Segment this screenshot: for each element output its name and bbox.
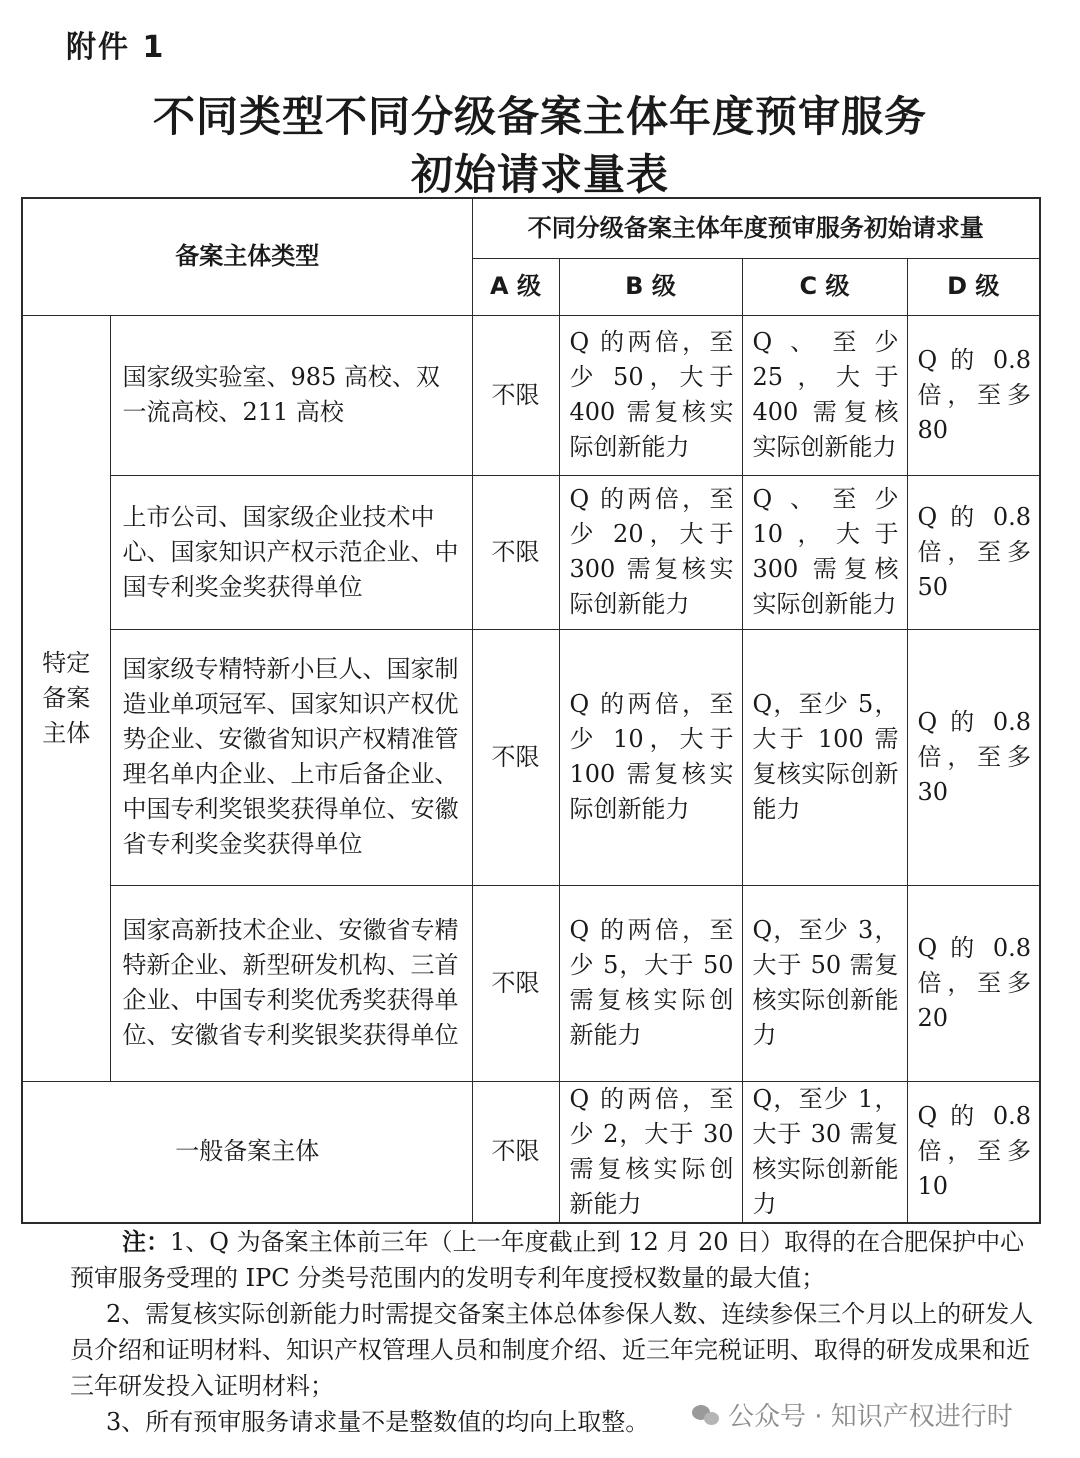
entity-type-cell: 国家高新技术企业、安徽省专精特新企业、新型研发机构、三首企业、中国专利奖优秀奖获得单位、安徽省专利奖银奖获得单位 <box>110 885 472 1081</box>
grade-b-cell: Q 的两倍，至少 20，大于 300 需复核实际创新能力 <box>559 475 742 629</box>
note-1: 注：1、Q 为备案主体前三年（上一年度截止到 12 月 20 日）取得的在合肥保护中心预审服务受理的 IPC 分类号范围内的发明专利年度授权数量的最大值； <box>70 1228 1025 1292</box>
grade-a-cell: 不限 <box>472 1081 559 1223</box>
entity-type-cell: 国家级实验室、985 高校、双一流高校、211 高校 <box>110 315 472 475</box>
grade-b-cell: Q 的两倍，至少 2，大于 30 需复核实际创新能力 <box>559 1081 742 1223</box>
note-2: 2、需复核实际创新能力时需提交备案主体总体参保人数、连续参保三个月以上的研发人员介绍和证明材料、知识产权管理人员和制度介绍、近三年完税证明、取得的研发成果和近三年研发投入证明材料； <box>70 1300 1034 1400</box>
attachment-label: 附件 1 <box>66 30 166 65</box>
grade-c-cell: Q，至少 1，大于 30 需复核实际创新能力 <box>742 1081 907 1223</box>
grade-b-cell: Q 的两倍，至少 10，大于 100 需复核实际创新能力 <box>559 629 742 885</box>
grade-b-cell: Q 的两倍，至少 50，大于 400 需复核实际创新能力 <box>559 315 742 475</box>
grade-a-header: A 级 <box>472 258 559 315</box>
table-row <box>22 475 1040 629</box>
table-row <box>22 315 1040 475</box>
special-entity-group: 特定 备案 主体 <box>22 315 110 1081</box>
grade-c-cell: Q、至少 10，大于 300 需复核实际创新能力 <box>742 475 907 629</box>
entity-type-cell: 上市公司、国家级企业技术中心、国家知识产权示范企业、中国专利奖金奖获得单位 <box>110 475 472 629</box>
page-subtitle: 初始请求量表 <box>410 150 669 199</box>
grade-d-cell: Q 的 0.8 倍，至多 30 <box>907 629 1040 885</box>
general-entity-cell: 一般备案主体 <box>22 1081 472 1223</box>
grade-c-header: C 级 <box>742 258 907 315</box>
grade-d-cell: Q 的 0.8 倍，至多 50 <box>907 475 1040 629</box>
watermark <box>692 1396 1013 1433</box>
grade-a-cell: 不限 <box>472 885 559 1081</box>
note-3: 3、所有预审服务请求量不是整数值的均向上取整。 <box>106 1408 650 1436</box>
notes-label: 注： <box>122 1228 170 1256</box>
grade-c-cell: Q、至少 25，大于 400 需复核实际创新能力 <box>742 315 907 475</box>
grade-d-header: D 级 <box>907 258 1040 315</box>
watermark-text: 公众号 · 知识产权进行时 <box>728 1402 1013 1432</box>
grade-c-cell: Q，至少 5，大于 100 需复核实际创新能力 <box>742 629 907 885</box>
grade-d-cell: Q 的 0.8 倍，至多 80 <box>907 315 1040 475</box>
grade-d-cell: Q 的 0.8 倍，至多 20 <box>907 885 1040 1081</box>
grade-a-cell: 不限 <box>472 475 559 629</box>
wechat-icon <box>692 1403 720 1427</box>
grade-b-cell: Q 的两倍，至少 5，大于 50 需复核实际创新能力 <box>559 885 742 1081</box>
request-volume-table <box>21 197 1041 1224</box>
table-row <box>22 629 1040 885</box>
grade-c-cell: Q，至少 3，大于 50 需复核实际创新能力 <box>742 885 907 1081</box>
table-row-general <box>22 1081 1040 1223</box>
table-row <box>22 885 1040 1081</box>
grade-a-cell: 不限 <box>472 629 559 885</box>
grade-a-cell: 不限 <box>472 315 559 475</box>
grade-d-cell: Q 的 0.8 倍，至多 10 <box>907 1081 1040 1223</box>
page-title: 不同类型不同分级备案主体年度预审服务 <box>152 92 927 141</box>
grade-b-header: B 级 <box>559 258 742 315</box>
header-request-volume: 不同分级备案主体年度预审服务初始请求量 <box>472 198 1040 258</box>
header-entity-type: 备案主体类型 <box>22 198 472 315</box>
entity-type-cell: 国家级专精特新小巨人、国家制造业单项冠军、国家知识产权优势企业、安徽省知识产权精准管理名单内企业、上市后备企业、中国专利奖银奖获得单位、安徽省专利奖金奖获得单位 <box>110 629 472 885</box>
